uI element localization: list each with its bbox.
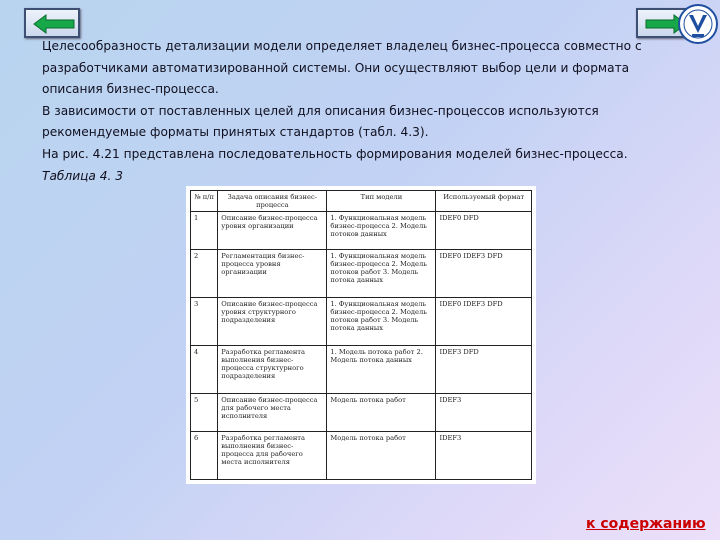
paragraph: Целесообразность детализации модели определяет владелец бизнес-процесса совместно с разработчиками автоматизированной системы. Они осуществляют выбор цели и формата описания бизнес-процесса.	[42, 39, 642, 97]
university-logo-icon	[678, 4, 718, 44]
paragraph: В зависимости от поставленных целей для описания бизнес-процессов используются рекомендуемые форматы принятых стандартов (табл. 4.3).	[42, 103, 599, 140]
table-cell: IDEF0 DFD	[436, 212, 532, 250]
table-row	[191, 394, 532, 432]
table-cell: 1. Функциональная модель бизнес-процесса 2. Модель потоков работ 3. Модель потока данных	[327, 297, 436, 345]
table-cell: 4	[191, 345, 218, 393]
table-cell: 3	[191, 297, 218, 345]
table-row	[191, 431, 532, 479]
table-cell: IDEF3 DFD	[436, 345, 532, 393]
table-cell: 2	[191, 249, 218, 297]
column-header: Задача описания бизнес-процесса	[218, 191, 327, 212]
table-cell: Модель потока работ	[327, 394, 436, 432]
contents-link[interactable]: к содержанию	[586, 516, 706, 532]
table-row	[191, 345, 532, 393]
table-cell: Описание бизнес-процесса уровня структурного подразделения	[218, 297, 327, 345]
column-header: Тип модели	[327, 191, 436, 212]
table-caption: Таблица 4. 3	[42, 168, 124, 183]
table-cell: 6	[191, 431, 218, 479]
table-cell: 1. Функциональная модель бизнес-процесса 2. Модель потоков работ 3. Модель потока данных	[327, 249, 436, 297]
table-cell: Описание бизнес-процесса уровня организации	[218, 212, 327, 250]
table-cell: Описание бизнес-процесса для рабочего места исполнителя	[218, 394, 327, 432]
table-row	[191, 249, 532, 297]
table-row	[191, 297, 532, 345]
table-row	[191, 212, 532, 250]
table-cell: Модель потока работ	[327, 431, 436, 479]
table-cell: Разработка регламента выполнения бизнес-процесса для рабочего места исполнителя	[218, 431, 327, 479]
paragraph: На рис. 4.21 представлена последовательность формирования моделей бизнес-процесса.	[42, 146, 628, 161]
back-button[interactable]	[24, 8, 80, 38]
table-cell: IDEF0 IDEF3 DFD	[436, 249, 532, 297]
table-cell: Регламентация бизнес-процесса уровня организации	[218, 249, 327, 297]
table-cell: IDEF3	[436, 394, 532, 432]
table-cell: 5	[191, 394, 218, 432]
column-header: Используемый формат	[436, 191, 532, 212]
table-cell: 1. Модель потока работ 2. Модель потока данных	[327, 345, 436, 393]
table-cell: 1. Функциональная модель бизнес-процесса 2. Модель потоков данных	[327, 212, 436, 250]
table-cell: Разработка регламента выполнения бизнес-процесса структурного подразделения	[218, 345, 327, 393]
column-header: № п/п	[191, 191, 218, 212]
table-cell: 1	[191, 212, 218, 250]
table-cell: IDEF3	[436, 431, 532, 479]
main-text	[42, 36, 682, 187]
table-cell: IDEF0 IDEF3 DFD	[436, 297, 532, 345]
standards-table	[186, 186, 536, 484]
arrow-left-icon	[32, 14, 76, 34]
